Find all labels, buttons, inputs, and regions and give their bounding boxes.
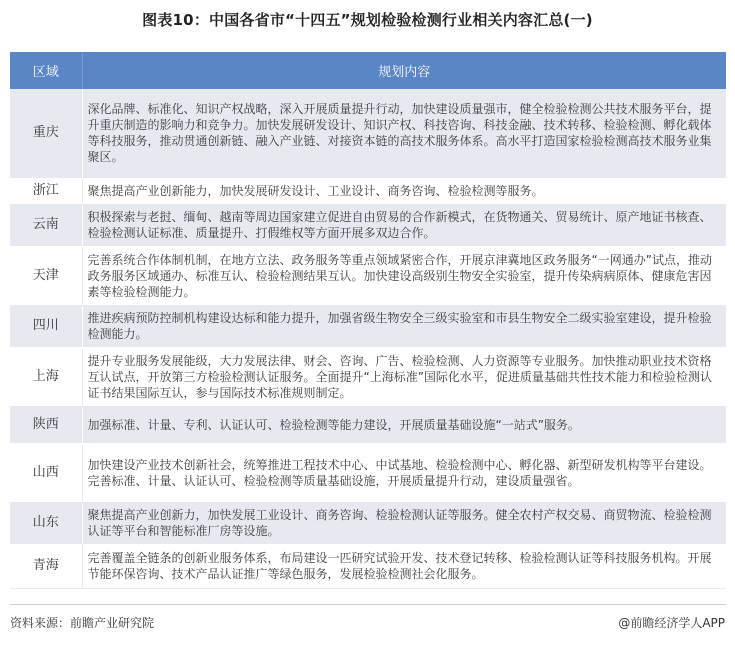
row-region: 山西 — [10, 443, 82, 502]
row-content: 聚焦提高产业创新力，加快发展工业设计、商务咨询、检验检测认证等服务。健全农村产权交易、商贸物流、检验检测认证等平台和智能标准厂房等设施。 — [82, 502, 726, 544]
table-row — [10, 89, 726, 178]
row-region: 浙江 — [10, 178, 82, 204]
table-row — [10, 204, 726, 246]
row-region: 天津 — [10, 246, 82, 305]
planning-table — [10, 52, 726, 589]
footer-divider — [10, 604, 726, 605]
row-region: 云南 — [10, 204, 82, 246]
row-region: 青海 — [10, 544, 82, 588]
row-content: 推进疾病预防控制机构建设达标和能力提升，加强省级生物安全三级实验室和市县生物安全二级实验室建设，提升检验检测能力。 — [82, 305, 726, 347]
row-region: 陕西 — [10, 406, 82, 443]
brand-credit: @前瞻经济学人APP — [618, 616, 725, 630]
row-content: 积极探索与老挝、缅甸、越南等周边国家建立促进自由贸易的合作新模式，在货物通关、贸易统计、原产地证书核查、检验检测认证标准、质量提升、打假维权等方面开展多双边合作。 — [82, 204, 726, 246]
row-content: 加强标准、计量、专利、认证认可、检验检测等能力建设，开展质量基础设施“一站式”服务。 — [82, 406, 726, 443]
table-header-row — [10, 52, 726, 89]
table-row — [10, 347, 726, 406]
table-row — [10, 178, 726, 204]
header-region: 区域 — [10, 52, 82, 89]
row-region: 重庆 — [10, 89, 82, 178]
row-region: 四川 — [10, 305, 82, 347]
row-content: 完善覆盖全链条的创新业服务体系，布局建设一匹研究试验开发、技术登记转移、检验检测认证等科技服务机构。开展节能环保咨询、技术产品认证推广等绿色服务，发展检验检测社会化服务。 — [82, 544, 726, 588]
figure-title: 图表10：中国各省市“十四五”规划检验检测行业相关内容汇总(一) — [142, 11, 593, 29]
row-content: 加快建设产业技术创新社会，统筹推进工程技术中心、中试基地、检验检测中心、孵化器、新型研发机构等平台建设。完善标准、计量、认证认可、检验检测等质量基础设施，开展质量提升行动，建设质量强省。 — [82, 443, 726, 502]
table-row — [10, 305, 726, 347]
table-row — [10, 406, 726, 443]
row-region: 山东 — [10, 502, 82, 544]
table-row — [10, 443, 726, 502]
table-row — [10, 246, 726, 305]
row-content: 完善系统合作体制机制，在地方立法、政务服务等重点领域紧密合作，开展京津冀地区政务服务“一网通办”试点，推动政务服务区域通办、标准互认、检验检测结果互认。加快建设高级别生物安全实验室，提升传染病病原体、健康危害因素等检验检测能力。 — [82, 246, 726, 305]
header-content: 规划内容 — [82, 52, 726, 89]
row-content: 聚焦提高产业创新能力，加快发展研发设计、工业设计、商务咨询、检验检测等服务。 — [82, 178, 726, 204]
table-row — [10, 544, 726, 588]
source-note: 资料来源：前瞻产业研究院 — [10, 616, 155, 630]
row-content: 深化品牌、标准化、知识产权战略，深入开展质量提升行动，加快建设质量强市，健全检验检测公共技术服务平台，提升重庆制造的影响力和竞争力。加快发展研发设计、知识产权、科技咨询、科技金融、技术转移、检验检测、孵化载体等科技服务，推动贯通创新链、融入产业链、对接资本链的高技术服务体系。高水平打造国家检验检测高技术服务业集聚区。 — [82, 89, 726, 178]
row-region: 上海 — [10, 347, 82, 406]
row-content: 提升专业服务发展能级，大力发展法律、财会、咨询、广告、检验检测、人力资源等专业服务。加快推动职业技术资格互认试点，开放第三方检验检测认证服务。全面提升“上海标准”国际化水平，促进质量基础共性技术能力和检验检测认证书结果国际互认，参与国际技术标准规则制定。 — [82, 347, 726, 406]
table-row — [10, 502, 726, 544]
